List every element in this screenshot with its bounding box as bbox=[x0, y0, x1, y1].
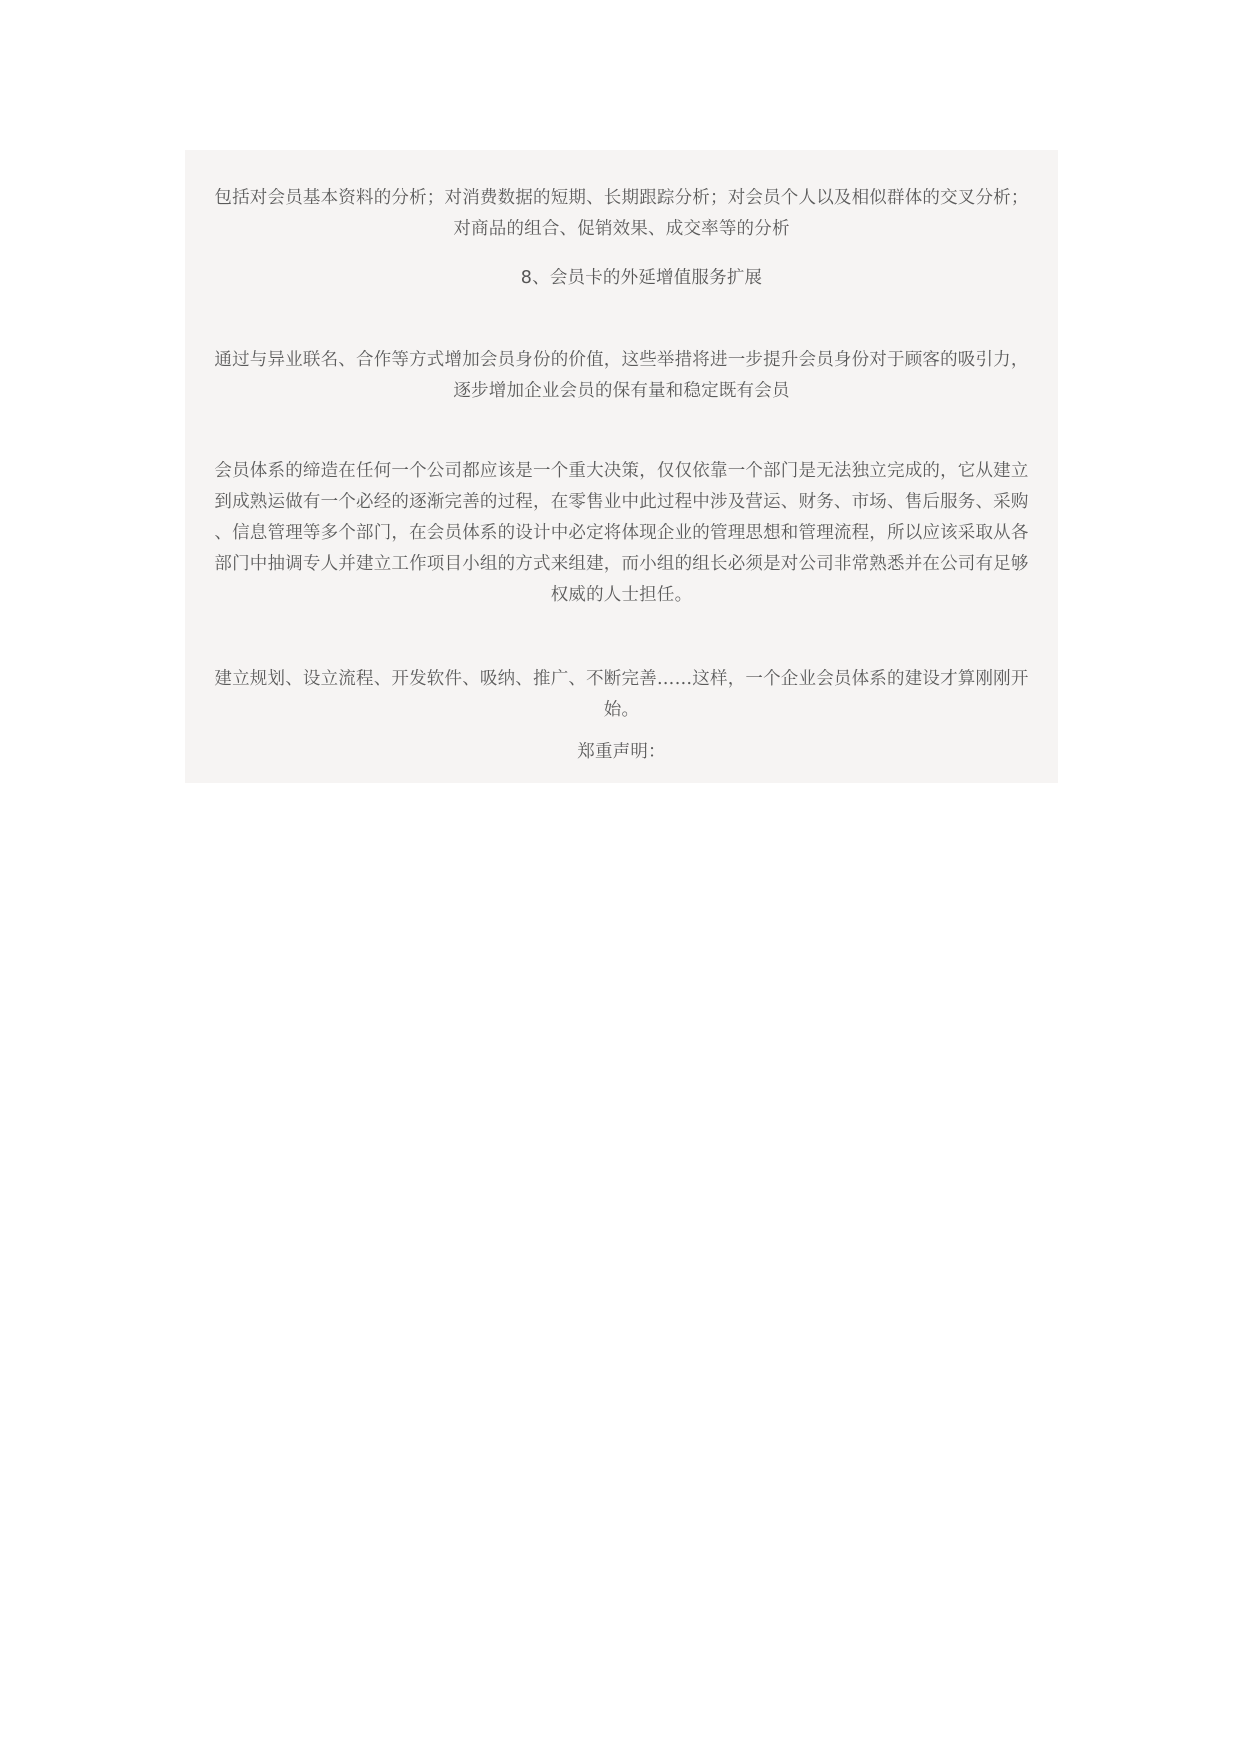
text-line: 部门中抽调专人并建立工作项目小组的方式来组建，而小组的组长必须是对公司非常熟悉并在公司有足够 bbox=[214, 554, 1029, 574]
text-line: 到成熟运做有一个必经的逐渐完善的过程，在零售业中此过程中涉及营运、财务、市场、售后服务、采购 bbox=[214, 492, 1029, 512]
text-line: 8、会员卡的外延增值服务扩展 bbox=[520, 268, 763, 288]
paragraph-conclusion bbox=[185, 664, 1058, 726]
text-line: 建立规划、设立流程、开发软件、吸纳、推广、不断完善……这样，一个企业会员体系的建设才算刚刚开 bbox=[214, 669, 1029, 689]
text-line: 郑重声明： bbox=[577, 742, 666, 762]
text-line: 会员体系的缔造在任何一个公司都应该是一个重大决策，仅仅依靠一个部门是无法独立完成的，它从建立 bbox=[214, 461, 1029, 481]
paragraph-member-analysis bbox=[185, 183, 1058, 245]
text-line: 权威的人士担任。 bbox=[550, 585, 693, 605]
paragraph-system-building bbox=[185, 456, 1058, 611]
paragraph-extension bbox=[185, 345, 1058, 407]
section-heading-value-added-services bbox=[185, 263, 1078, 294]
text-line: 逐步增加企业会员的保有量和稳定既有会员 bbox=[453, 381, 790, 401]
text-line: 对商品的组合、促销效果、成交率等的分析 bbox=[453, 219, 790, 239]
text-line: 、信息管理等多个部门，在会员体系的设计中必定将体现企业的管理思想和管理流程，所以应该采取从各 bbox=[214, 523, 1029, 543]
text-line: 包括对会员基本资料的分析；对消费数据的短期、长期跟踪分析；对会员个人以及相似群体的交叉分析； bbox=[214, 188, 1029, 208]
paragraph-disclaimer bbox=[185, 737, 1058, 768]
text-line: 始。 bbox=[603, 700, 640, 720]
text-line: 通过与异业联名、合作等方式增加会员身份的价值，这些举措将进一步提升会员身份对于顾客的吸引力， bbox=[214, 350, 1029, 370]
article-content-box bbox=[185, 150, 1058, 783]
